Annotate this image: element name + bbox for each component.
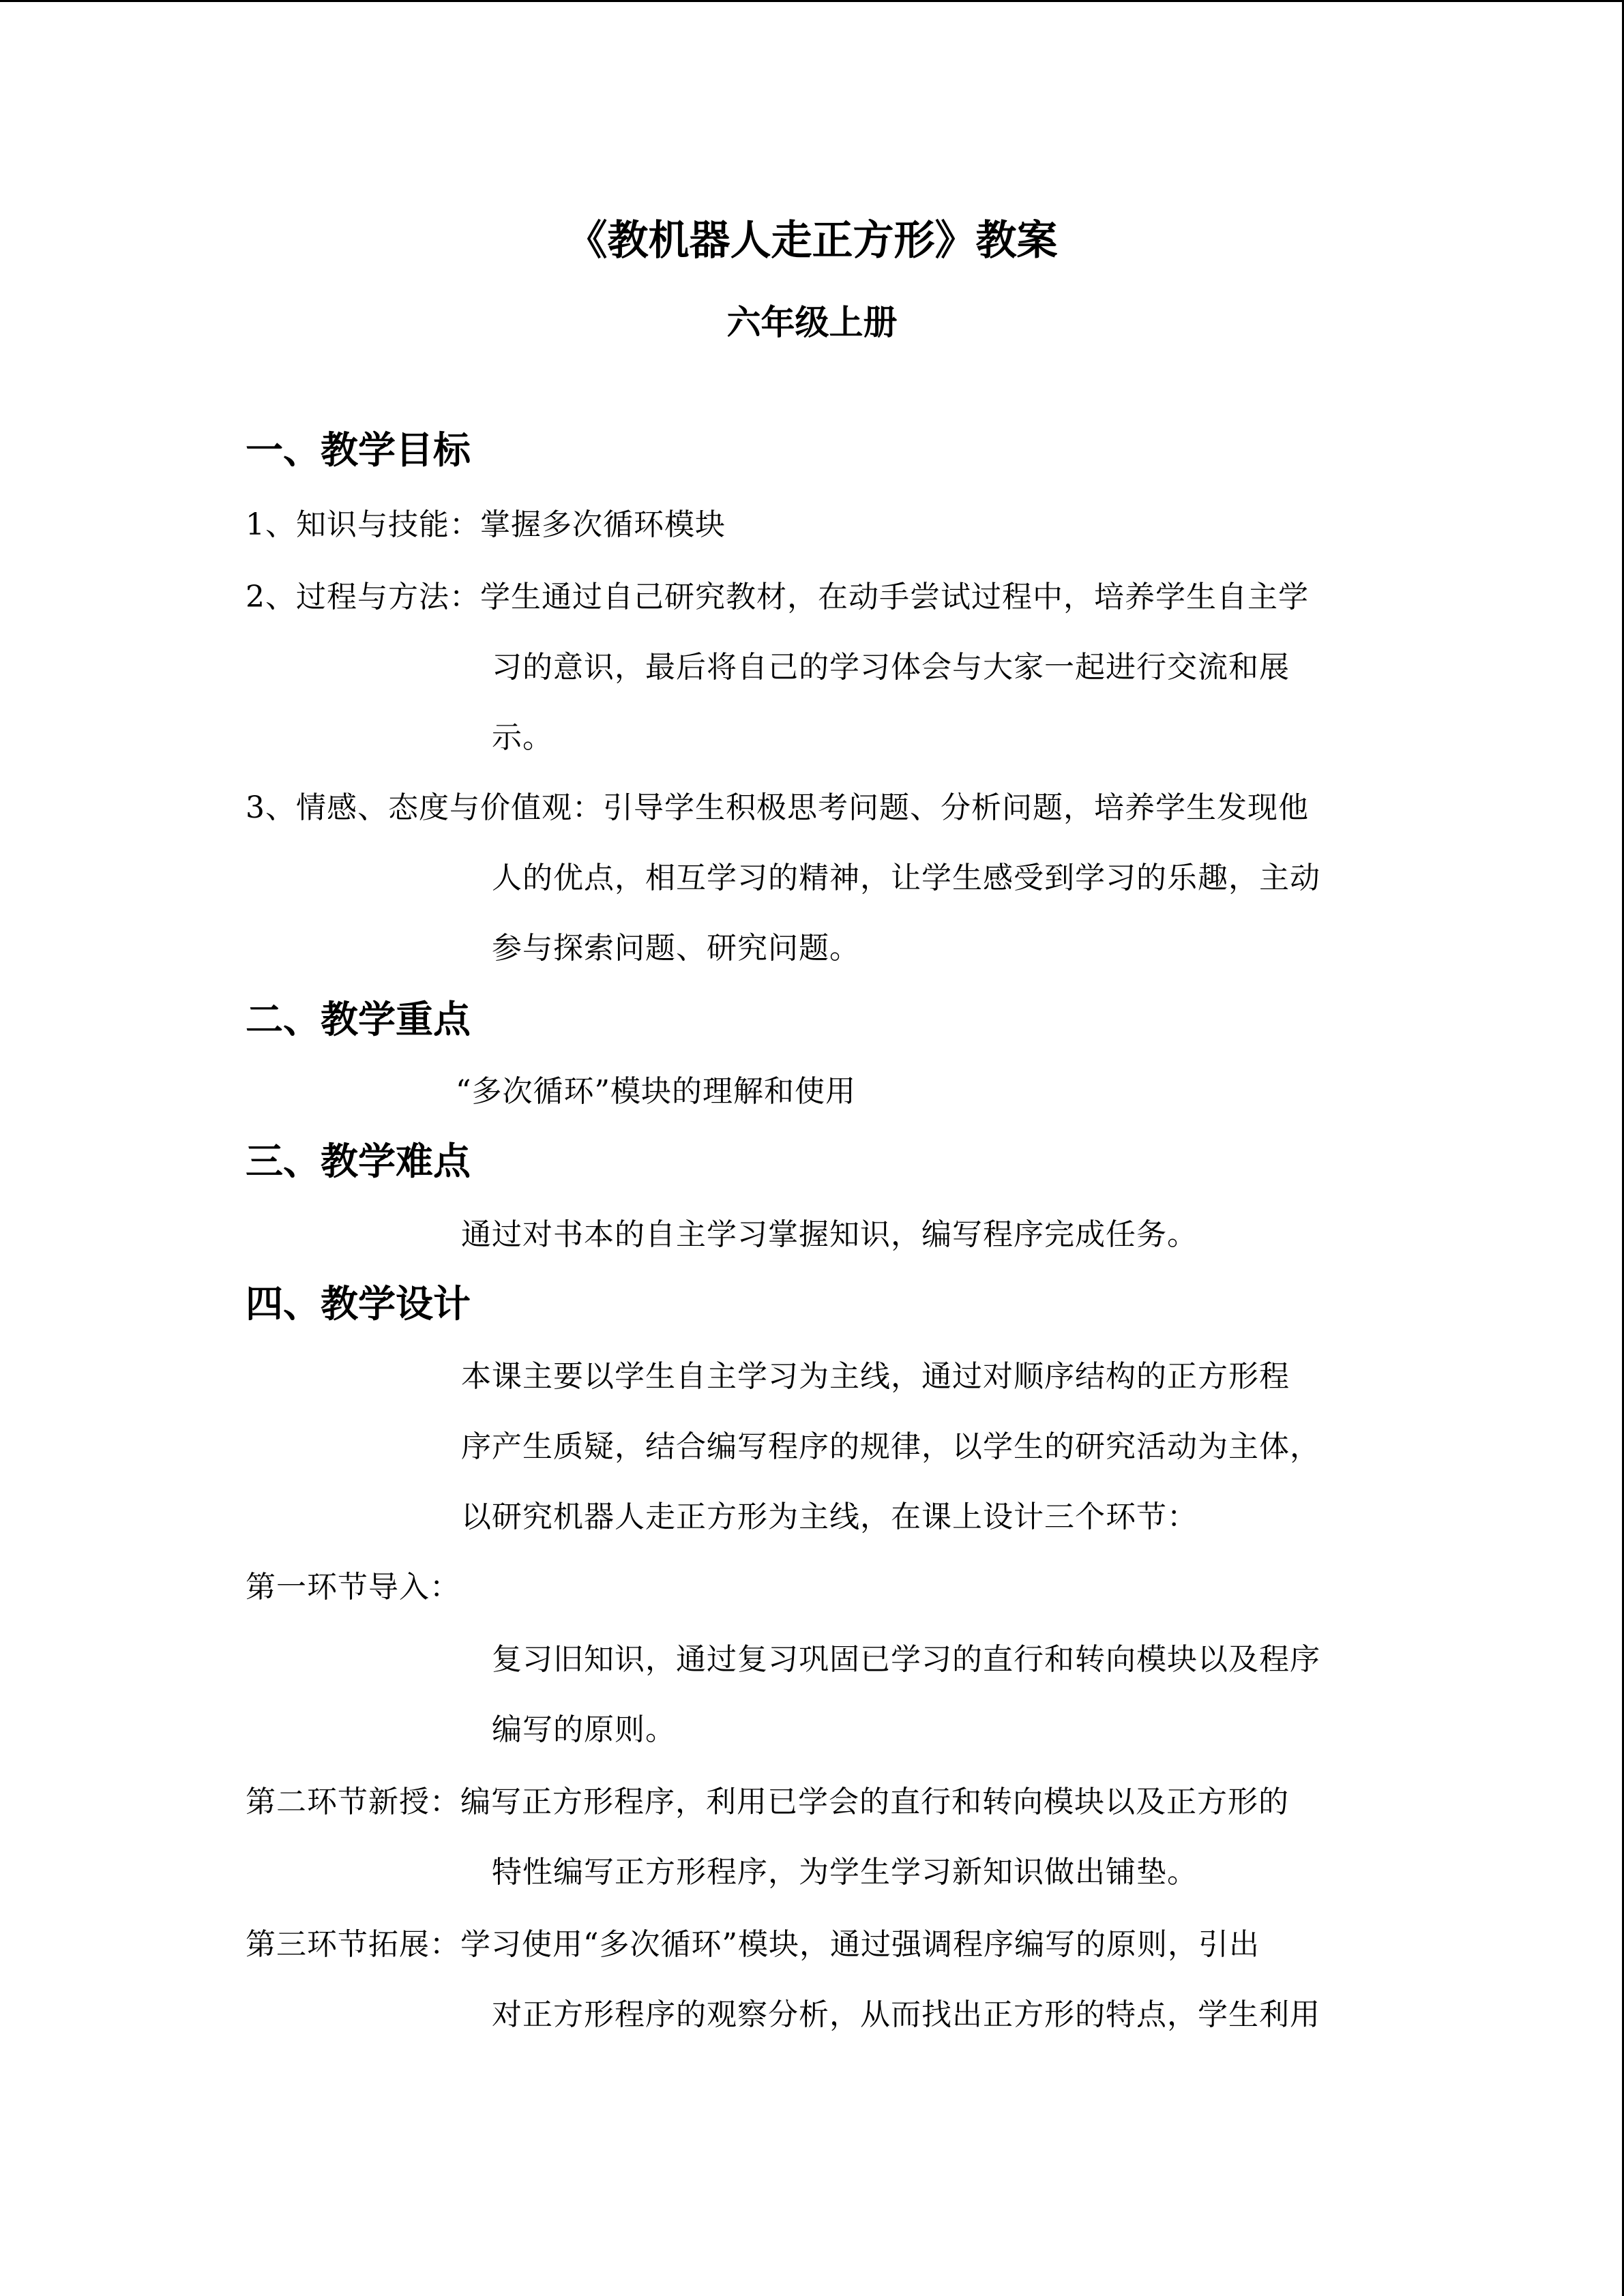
objective-item-process-line-3: 示。	[492, 720, 553, 755]
section-heading-objectives: 一、教学目标	[246, 428, 471, 472]
design-intro-line-2: 序产生质疑，结合编写程序的规律，以学生的研究活动为主体，	[461, 1429, 1320, 1464]
document-title: 《教机器人走正方形》教案	[566, 217, 1058, 265]
step-1-line-1: 复习旧知识，通过复习巩固已学习的直行和转向模块以及程序	[492, 1642, 1320, 1677]
section-heading-difficulty: 三、教学难点	[246, 1139, 471, 1183]
section-heading-key-point: 二、教学重点	[246, 998, 471, 1041]
key-point-text: “多次循环”模块的理解和使用	[456, 1074, 856, 1109]
step-1-label: 第一环节导入：	[246, 1570, 460, 1605]
objective-item-emotion-line-3: 参与探索问题、研究问题。	[492, 931, 860, 966]
document-subtitle: 六年级上册	[726, 303, 898, 342]
step-3-line-1: 第三环节拓展：学习使用“多次循环”模块，通过强调程序编写的原则，引出	[246, 1927, 1260, 1962]
objective-item-knowledge: 1、知识与技能：掌握多次循环模块	[246, 507, 726, 542]
step-1-line-2: 编写的原则。	[492, 1712, 676, 1747]
step-2-line-2: 特性编写正方形程序，为学生学习新知识做出铺垫。	[492, 1855, 1198, 1890]
section-heading-design: 四、教学设计	[246, 1282, 471, 1326]
design-intro-line-3: 以研究机器人走正方形为主线，在课上设计三个环节：	[461, 1500, 1198, 1534]
page-top-border	[0, 0, 1624, 2]
objective-item-emotion-line-1: 3、情感、态度与价值观：引导学生积极思考问题、分析问题，培养学生发现他	[246, 790, 1309, 825]
difficulty-text: 通过对书本的自主学习掌握知识，编写程序完成任务。	[461, 1217, 1198, 1252]
objective-item-process-line-1: 2、过程与方法：学生通过自己研究教材，在动手尝试过程中，培养学生自主学	[246, 580, 1309, 614]
step-3-line-2: 对正方形程序的观察分析，从而找出正方形的特点，学生利用	[492, 1997, 1320, 2032]
step-2-line-1: 第二环节新授：编写正方形程序，利用已学会的直行和转向模块以及正方形的	[246, 1785, 1289, 1819]
objective-item-emotion-line-2: 人的优点，相互学习的精神，让学生感受到学习的乐趣，主动	[492, 861, 1320, 895]
design-intro-line-1: 本课主要以学生自主学习为主线，通过对顺序结构的正方形程	[461, 1359, 1290, 1394]
objective-item-process-line-2: 习的意识，最后将自己的学习体会与大家一起进行交流和展	[492, 650, 1290, 685]
